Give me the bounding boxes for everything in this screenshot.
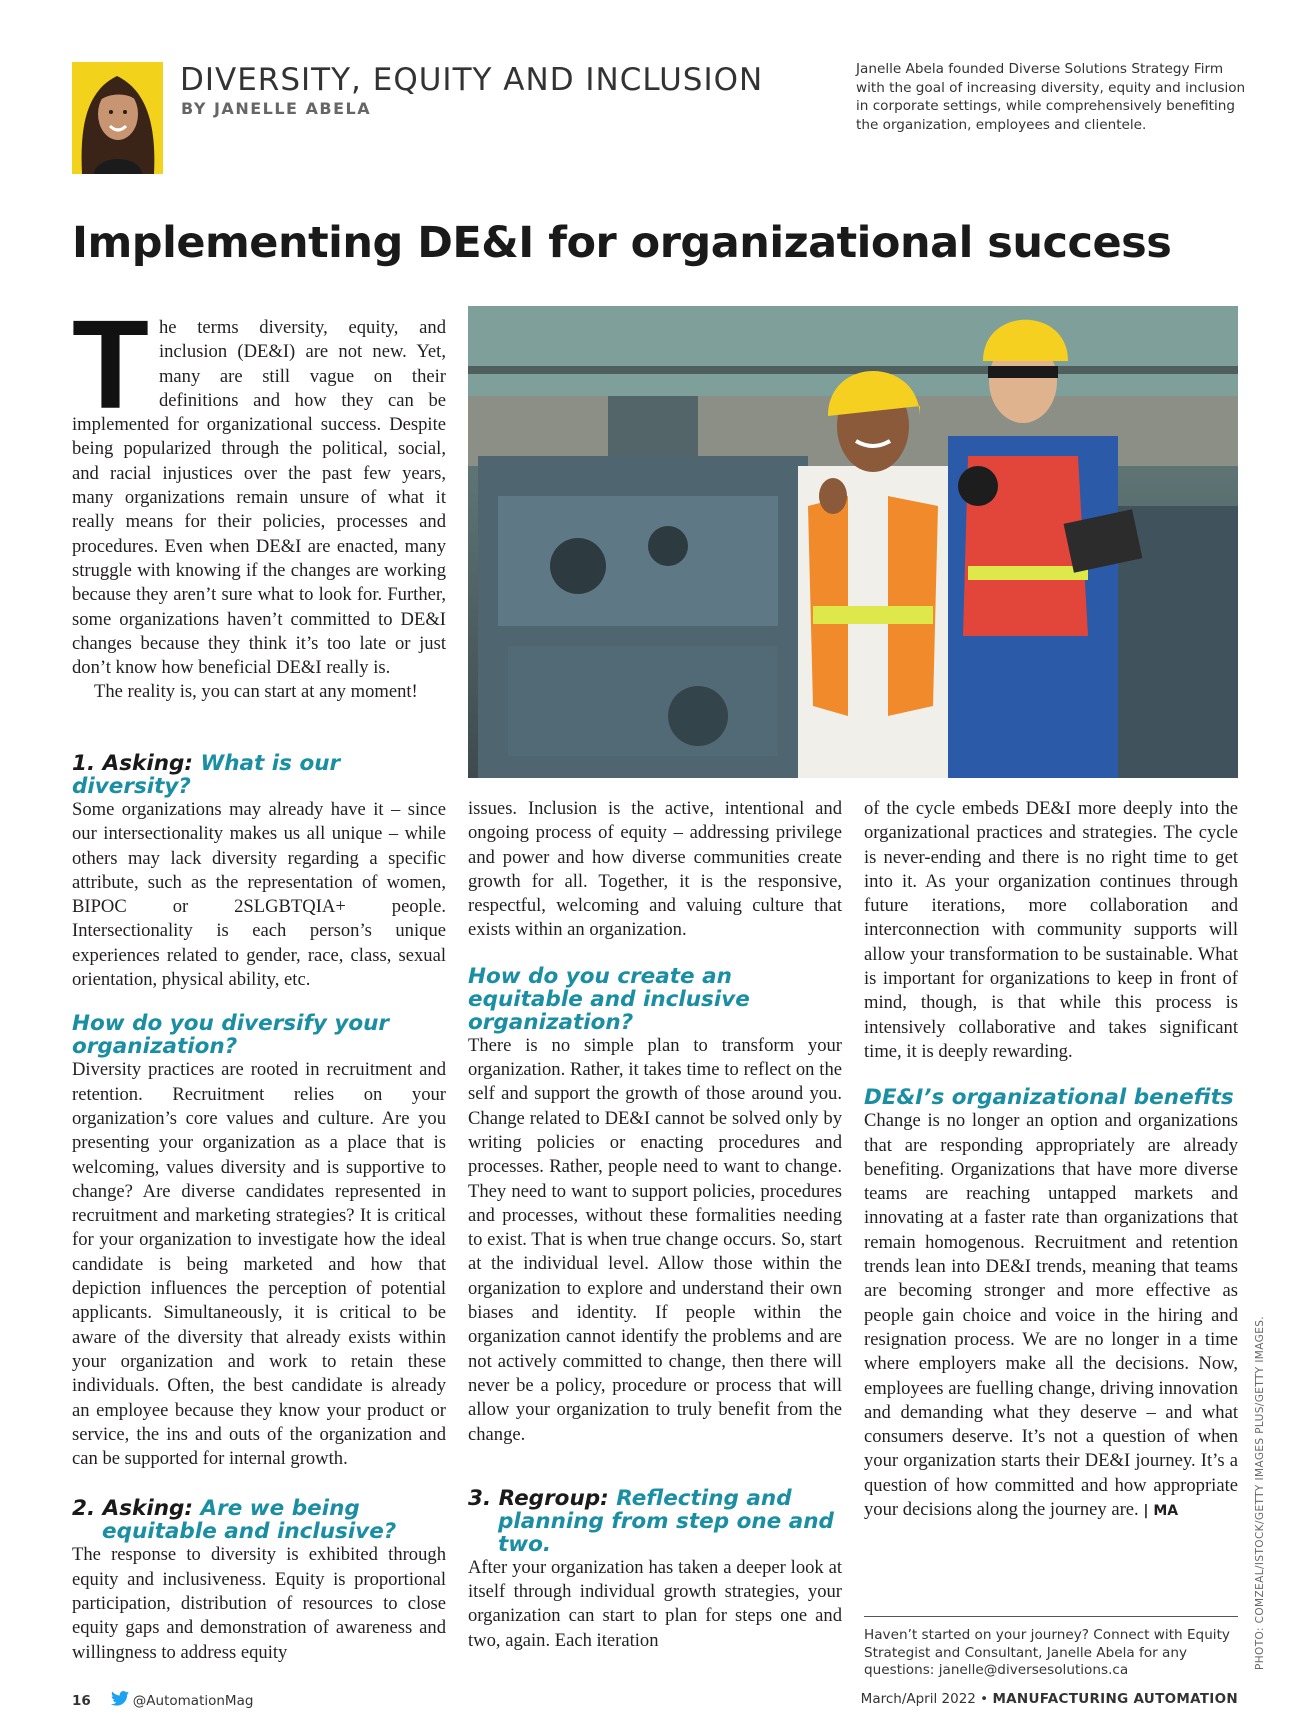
section-2b-body: There is no simple plan to transform your organization. Rather, it takes time to reflect on the self and support the growth of those around you. Change related to DE&I cannot be solved only by writing policies or enacting procedures and processes. Rather, people need to want to change. They need to want to support policies, procedures and processes, without these formalities needing to exist. That is when true change occurs. So, start at the individual level. Allow those within the organization to explore and understand their own biases and identity. If people within the organization cannot identify the problems and are not actively committed to change, then there will never be a policy, procedure or process that will allow your organization to truly benefit from the change.: [468, 1034, 842, 1445]
article-headline: Implementing DE&I for organizational success: [72, 218, 1172, 268]
section-4-heading: DE&I’s organizational benefits: [864, 1085, 1234, 1111]
author-bio: Janelle Abela founded Diverse Solutions Strategy Firm with the goal of increasing diversity, equity and inclusion in corporate settings, while comprehensively benefiting the organization, employees and clientele.: [856, 61, 1246, 133]
section-1-heading: 1. Asking: What is our diversity?: [72, 751, 341, 799]
byline: BY JANELLE ABELA: [181, 99, 372, 118]
section-3-continued: of the cycle embeds DE&I more deeply into the organizational practices and strategies. The cycle is never-ending and there is no right time to get into it. As your organization continues through future iterations, more collaboration and interconnection with community supports will allow your transformation to be sustainable. What is important for organizations to keep in front of mind, though, is that while this process is intensively collaborative and takes significant time, it is deeply rewarding.: [864, 798, 1238, 1062]
twitter-icon: [111, 1691, 129, 1710]
section-3-heading: 3. Regroup: Reflecting and planning from step one and two.: [468, 1485, 834, 1557]
section-2-heading: 2. Asking: Are we being equitable and inclusive?: [72, 1496, 397, 1545]
end-mark: | MA: [1143, 1503, 1179, 1520]
section-1b-body: Diversity practices are rooted in recruitment and retention. Recruitment relies on your organization’s core values and culture. Are you presenting your organization as a place that is welcoming, values diversity and is supportive to change? Are diverse candidates represented in recruitment and marketing strategies? It is critical for your organization to investigate how the ideal candidate is being marketed and how that depiction influences the perception of potential applicants. Simultaneously, it is critical to be aware of the diversity that already exists within your organization and work to retain these individuals. Often, the best candidate is already an employee because they know your product or service, the ins and outs of the organization and can be supported for internal growth.: [72, 1059, 446, 1470]
magazine-name: MANUFACTURING AUTOMATION: [992, 1691, 1238, 1707]
page-number: 16: [72, 1692, 91, 1709]
intro-block: [72, 294, 446, 705]
footer-right: [861, 1691, 1238, 1707]
section-2-continued: issues. Inclusion is the active, intentional and ongoing process of equity – addressing privilege and power and how diverse communities create growth for all. Together, it is the responsive, respectful, welcoming and valuing culture that exists within an organization.: [468, 798, 842, 941]
drop-cap: T: [72, 294, 149, 435]
photo-credit: PHOTO: COMZEAL/ISTOCK/GETTY IMAGES PLUS/GETTY IMAGES.: [1254, 1315, 1266, 1670]
intro-paragraph: The terms diversity, equity, and inclusion (DE&I) are not new. Yet, many are still vague on their definitions and how they can be implemented for organizational success. Despite being popularized through the political, social, and racial injustices over the past few years, many organizations remain unsure of what it really means for their policies, processes and procedures. Even when DE&I are enacted, many struggle with knowing if the changes are working because they aren’t sure what to look for. Further, some organizations haven’t committed to DE&I changes because they think it’s too late or just don’t know how beneficial DE&I really is.: [72, 294, 446, 679]
column-1: [72, 752, 446, 1665]
section-3-body: After your organization has taken a deeper look at itself through individual growth strategies, your organization can start to plan for steps one and two, again. Each iteration: [468, 1556, 842, 1651]
column-2: [468, 797, 842, 1653]
section-1-body: Some organizations may already have it – since our intersectionality makes us all unique – while others may lack diversity regarding a specific attribute, such as the representation of women, BIPOC or 2SLGBTQIA+ people. Intersectionality is each person’s unique experiences related to gender, race, class, sexual orientation, physical ability, etc.: [72, 799, 446, 991]
section-2b-heading: How do you create an equitable and inclusive organization?: [468, 963, 750, 1035]
section-1b-heading: How do you diversify your organization?: [72, 1011, 390, 1060]
contact-note: Haven’t started on your journey? Connect with Equity Strategist and Consultant, Janelle Abela for any questions: janelle@diversesolutions.ca: [864, 1616, 1238, 1680]
section-4-body: Change is no longer an option and organizations that are responding appropriately are already benefiting. Organizations that have more diverse teams are reaching untapped markets and innovating at a faster rate than organizations that remain homogenous. Recruitment and retention trends lean into DE&I trends, meaning that teams are becoming stronger and more effective as people gain choice and voice in the hiring and resignation process. We are no longer in a time where employers make all the decisions. Now, employees are fuelling change, driving innovation and demanding what they deserve – and what consumers deserve. It’s not a question of when your organization starts their DE&I journey. It’s a question of how committed and how appropriate your decisions along the journey are. | MA: [864, 1110, 1238, 1521]
twitter-handle[interactable]: @AutomationMag: [132, 1692, 254, 1709]
intro-paragraph-2: The reality is, you can start at any moment!: [94, 681, 418, 703]
hero-photo-factory-workers: [468, 306, 1238, 778]
issue-date: March/April 2022 •: [860, 1691, 993, 1707]
footer-left: [72, 1691, 253, 1710]
author-headshot: [72, 62, 163, 174]
section-2-body: The response to diversity is exhibited through equity and inclusiveness. Equity is proportional participation, distribution of resources to close equity gaps and demonstration of awareness and willingness to address equity: [72, 1544, 446, 1663]
column-title: DIVERSITY, EQUITY AND INCLUSION: [180, 62, 764, 98]
column-3: [864, 797, 1238, 1523]
